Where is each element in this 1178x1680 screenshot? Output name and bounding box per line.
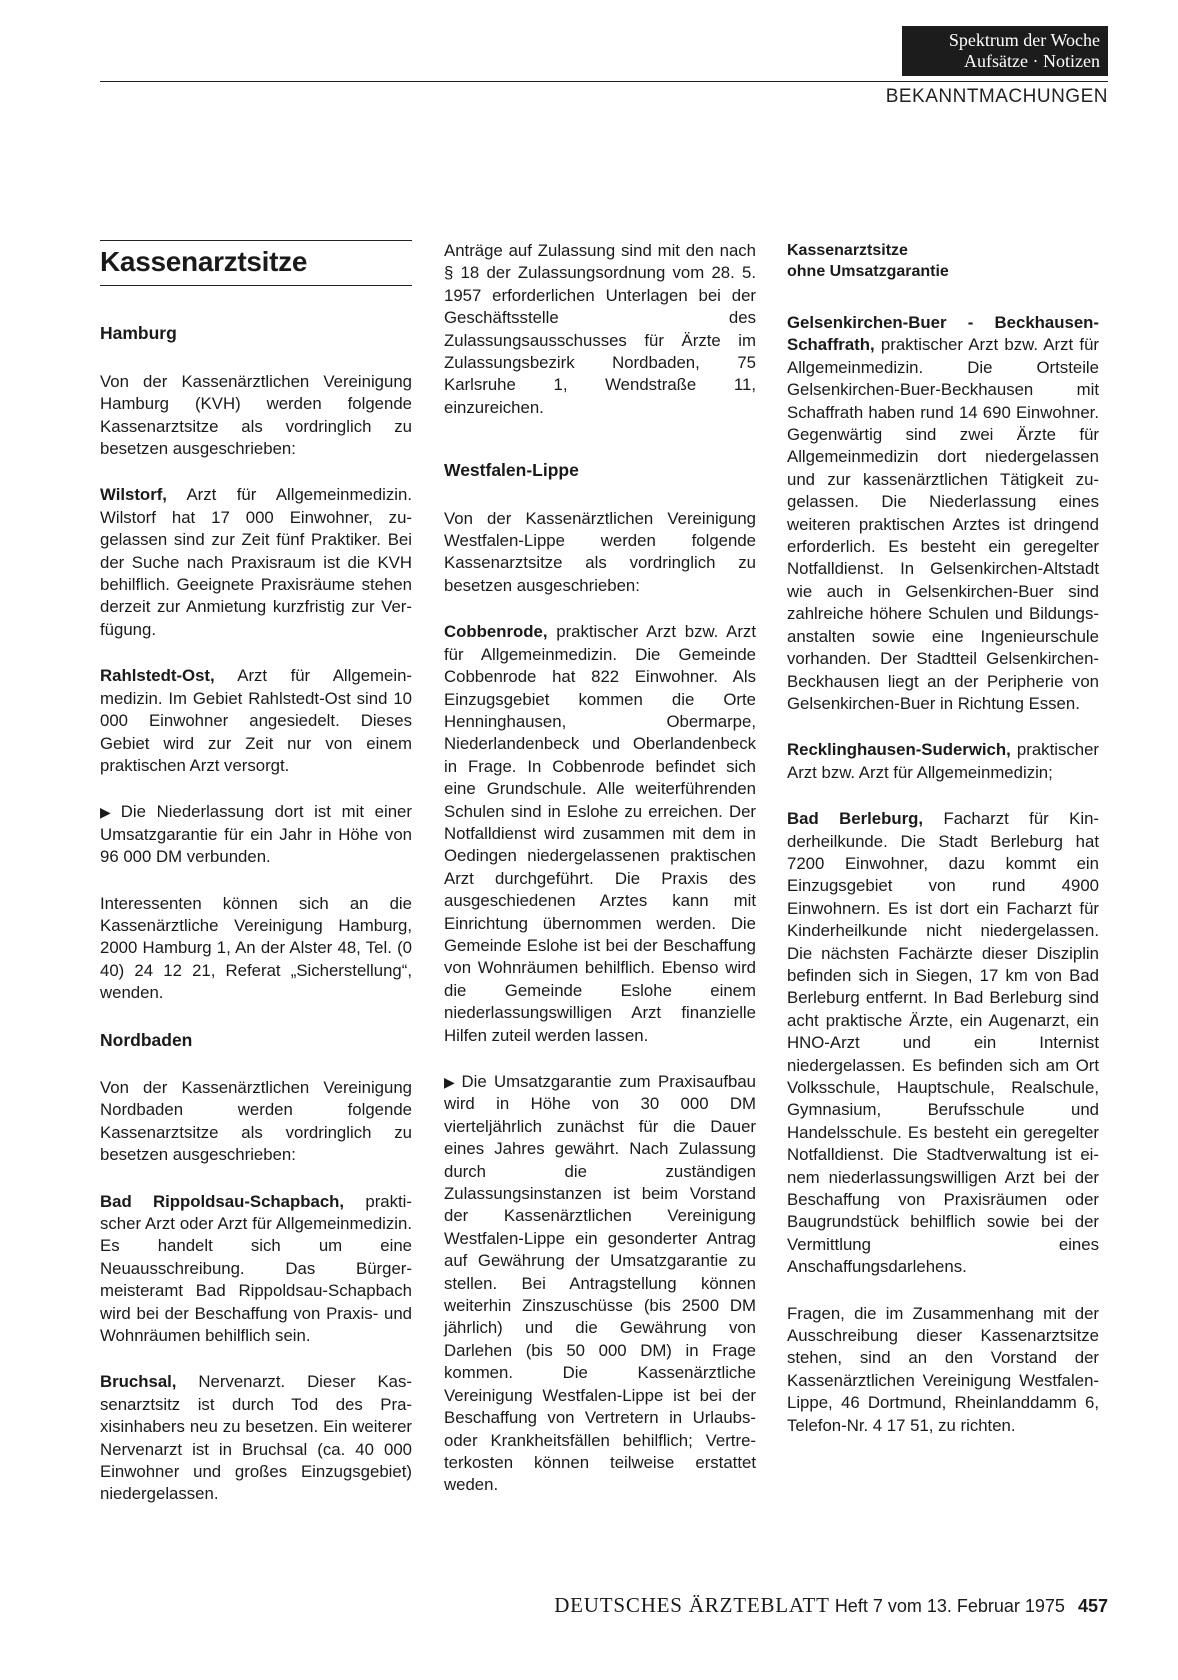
paragraph-text: praktischer Arzt bzw. Arzt für Allgemeinmedizin. Die Ortsteile Gelsenkirchen-Buer-Beckhausen mit Schaffrath haben rund 14 690 Einwohner. Gegenwärtig sind zwei Ärzte für Allgemeinmedizin dort niedergelassen und zur kassenärztlichen Tätigkeit zugelassen. Die Niederlassung eines weiteren praktischen Arztes ist dringend erforderlich. Es besteht ein geregelter Notfalldienst. In Gelsenkirchen-Altstadt wie auch in Gelsenkirchen-Buer sind zahlreiche höhere Schulen und Bildungsanstalten sowie eine Ingenieurschule vorhanden. Der Stadtteil Gelsenkirchen-Beckhausen liegt an der Peripherie von Gelsenkirchen-Buer in Richtung Essen. (787, 335, 1099, 713)
paragraph-text: Facharzt für Kinderheilkunde. Die Stadt Berleburg hat 7200 Einwohner, dazu kommt ein Einzugsgebiet von rund 4900 Einwohnern. Es ist dort ein Facharzt für Kinderheilkunde nicht niedergelassen. Die nächsten Fachärzte dieser Disziplin befinden sich in Siegen, 17 km von Bad Berleburg entfernt. In Bad Berleburg sind acht praktische Ärzte, ein Augenarzt, ein HNO-Arzt und ein Internist niedergelassen. Es befinden sich am Ort Volksschule, Hauptschule, Realschule, Gymnasium, Berufsschule und Handelsschule. Es besteht ein geregelter Notfalldienst. Die Stadtverwaltung ist einem niederlassungswilligen Arzt bei der Beschaffung von Praxisräumen oder Baugrundstück behilflich sowie bei der Vermittlung eines Anschaffungsdarlehens. (787, 809, 1099, 1277)
paragraph-text: praktischer Arzt oder Arzt für Allgemeinmedizin. Es handelt sich um eine Neuausschreibung. Das Bürgermeisteramt Bad Rippoldsau-Schapbach wird bei der Beschaffung von Praxis- und Wohnräumen behilflich sein. (100, 1191, 412, 1346)
paragraph-text: Arzt für Allgemeinmedizin. Wilstorf hat 17 000 Einwohner, zugelassen sind zur Zeit fünf Praktiker. Bei der Suche nach Praxisraum ist die KVH behilflich. Geeignete Praxisräume stehen derzeit zur Anmietung kurzfristig zur Verfügung. (100, 485, 412, 639)
heading-hamburg: Hamburg (100, 323, 177, 344)
heading-nordbaden: Nordbaden (100, 1029, 193, 1050)
column-2 (444, 240, 756, 1521)
paragraph-text: praktischer Arzt bzw. Arzt für Allgemeinmedizin. Die Gemeinde Cobbenrode hat 822 Einwohner. Als Einzugsgebiet kommen die Orte Henninghausen, Obermarpe, Niederlandenbeck und Oberlandenbeck in Frage. In Cobbenrode befindet sich eine Grundschule. Alle weiterführenden Schulen sind in Eslohe zu erreichen. Der Notfalldienst wird zusammen mit dem in Oedingen niedergelassenen praktischen Arzt durchgeführt. Die Praxis des ausgeschiedenen Arztes kann mit Einrichtung übernommen werden. Die Gemeinde Eslohe ist bei der Beschaffung von Wohnräumen behilflich. Ebenso wird die Gemeinde Eslohe einem niederlassungswilligen Arzt finanzielle Hilfen zuteil werden lassen. (444, 622, 756, 1045)
place-name: Bad Berleburg, (787, 809, 924, 829)
place-name: Cobbenrode, (444, 622, 548, 642)
place-name: Bad Rippoldsau-Schapbach, (100, 1191, 345, 1211)
paragraph: Von der Kassenärztlichen Vereinigung Hamburg (KVH) werden folgende Kassenarztsitze als vordringlich zu besetzen ausgeschrieben: (100, 371, 412, 459)
paragraph: Von der Kassenärztlichen Vereinigung Westfalen-Lippe werden folgende Kassenarztsitze als vordringlich zu besetzen ausgeschrieben: (444, 508, 756, 595)
heading-line: Kassenarztsitze (787, 242, 908, 259)
paragraph (787, 808, 1099, 1279)
heading-line: ohne Umsatzgarantie (787, 263, 949, 280)
paragraph (100, 1191, 412, 1348)
paragraph: Fragen, die im Zusammenhang mit der Ausschreibung dieser Kassenarztsitze stehen, sind an den Vorstand der Kassenärztlichen Vereinigung Westfalen-Lippe, 46 Dortmund, Rheinlanddamm 6, Telefon-Nr. 4 17 51, zu richten. (787, 1303, 1099, 1435)
paragraph (787, 312, 1099, 715)
paragraph-text: Die Umsatzgarantie zum Praxisaufbau wird in Höhe von 30 000 DM vierteljährlich zunächst für die Dauer eines Jahres gewährt. Nach Zulassung durch die zuständigen Zulassungsinstanzen ist beim Vorstand der Kassenärztlichen Vereinigung Westfalen-Lippe ein gesonderter Antrag auf Gewährung der Umsatzgarantie zu stellen. Bei Antragstellung können weiterhin Zinszuschüsse (bis 2500 DM jährlich) und die Gewährung von Darlehen (bis 50 000 DM) in Frage kommen. Die Kassenärztliche Vereinigung Westfalen-Lippe ist bei der Beschaffung von Vertretern in Urlaubs- oder Krankheitsfällen behilflich; Vertreterkosten können teilweise erstattet weden. (444, 1072, 756, 1495)
paragraph (444, 621, 756, 1047)
column-1 (100, 240, 412, 1530)
page-title: Kassenarztsitze (100, 240, 412, 286)
header-rule (100, 81, 1108, 82)
paragraph: Von der Kassenärztlichen Vereinigung Nordbaden werden folgende Kassenarztsitze als vordringlich zu besetzen ausgeschrieben: (100, 1077, 412, 1165)
paragraph (100, 1371, 412, 1505)
paragraph: Anträge auf Zulassung sind mit den nach § 18 der Zulassungsordnung vom 28. 5. 1957 erforderlichen Unterlagen bei der Geschäftsstelle des Zulassungsausschusses für Ärzte im Zulassungsbezirk Nordbaden, 75 Karlsruhe 1, Wendstraße 11, einzureichen. (444, 241, 756, 417)
triangle-right-icon: ▶ (444, 1074, 458, 1090)
place-name: Rahlstedt-Ost, (100, 666, 215, 686)
paragraph-text: praktischer Arzt bzw. Arzt für Allgemeinmedizin; (787, 740, 1099, 782)
paragraph-text: Arzt für Allgemeinmedizin. Im Gebiet Rahlstedt-Ost sind 10 000 Einwohner angesiedelt. Dieses Gebiet wird zur Zeit nur von einem praktischen Arzt versorgt. (100, 666, 412, 775)
column-3 (787, 240, 1099, 1461)
triangle-right-icon: ▶ (100, 804, 117, 821)
place-name: Recklinghausen-Suderwich, (787, 740, 1011, 760)
paragraph (100, 665, 412, 777)
page-footer (554, 1593, 1108, 1618)
paragraph (100, 484, 412, 641)
paragraph-text: Nervenarzt. Dieser Kassenarztsitz ist durch Tod des Praxisinhabers neu zu besetzen. Ein weiterer Nervenarzt ist in Bruchsal (ca. 40 000 Einwohner und großes Einzugsgebiet) niedergelassen. (100, 1372, 412, 1504)
heading-ohne-umsatzgarantie (787, 240, 1099, 282)
paragraph (444, 1071, 756, 1497)
section-label: BEKANNTMACHUNGEN (885, 86, 1108, 107)
section-tag-line2: Aufsätze · Notizen (964, 51, 1100, 71)
section-tag-line1: Spektrum der Woche (948, 30, 1100, 50)
heading-westfalen-lippe: Westfalen-Lippe (444, 460, 579, 481)
paragraph (100, 801, 412, 868)
paragraph (787, 739, 1099, 784)
issue-info: Heft 7 vom 13. Februar 1975 (834, 1596, 1065, 1616)
paragraph-text: Die Niederlassung dort ist mit einer Umsatzgarantie für ein Jahr in Höhe von 96 000 DM verbunden. (100, 802, 412, 867)
journal-name: DEUTSCHES ÄRZTEBLATT (554, 1593, 830, 1617)
place-name: Wilstorf, (100, 485, 167, 505)
section-tag-box (902, 26, 1108, 76)
page-number: 457 (1077, 1596, 1108, 1616)
paragraph: Interessenten können sich an die Kassenärztliche Vereinigung Hamburg, 2000 Hamburg 1, An der Alster 48, Tel. (0 40) 24 12 21, Referat „Sicherstellung“, wenden. (100, 893, 412, 1003)
place-name: Gelsenkirchen-Buer - Beckhausen-Schaffrath, (787, 313, 1099, 355)
place-name: Bruchsal, (100, 1372, 177, 1392)
